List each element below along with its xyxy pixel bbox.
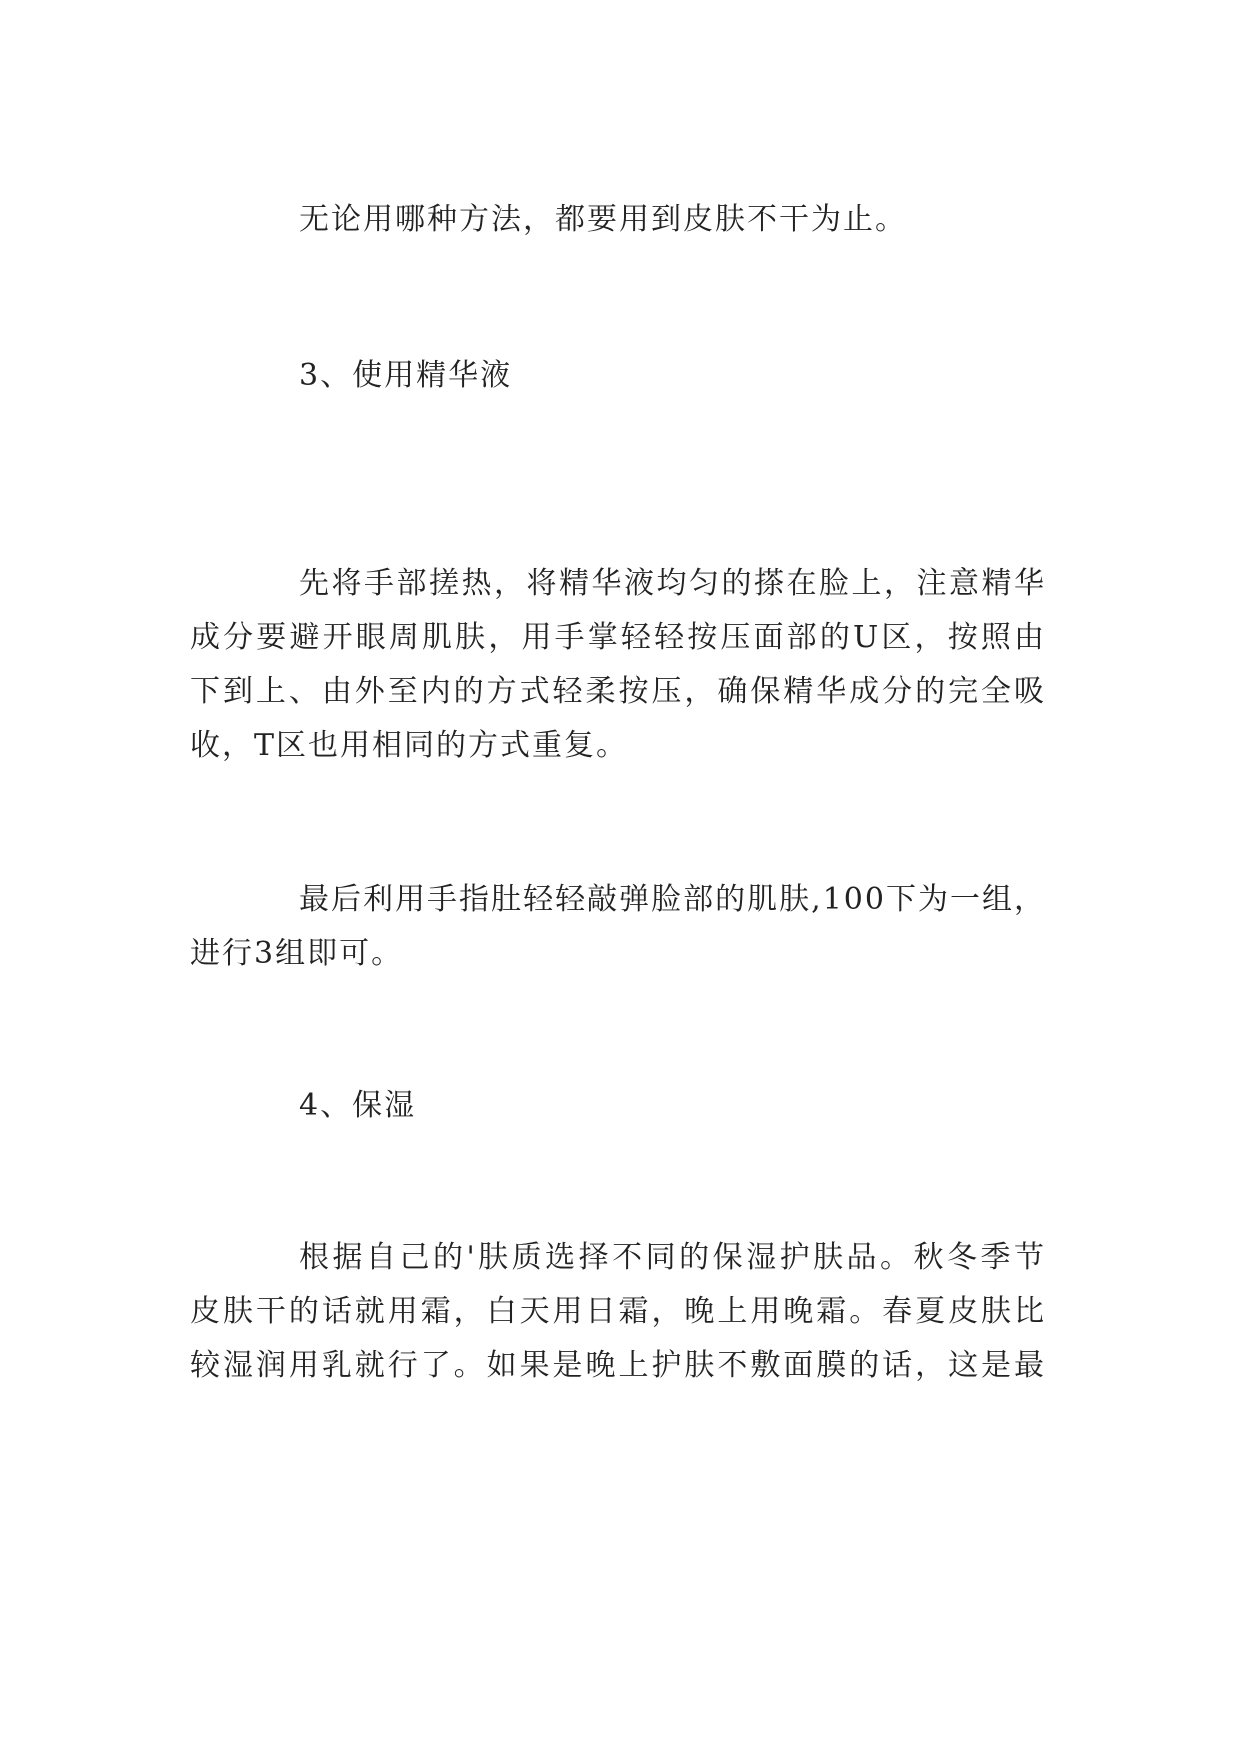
paragraph-line: 皮肤干的话就用霜，白天用日霜，晚上用晚霜。春夏皮肤比	[190, 1294, 1046, 1329]
paragraph-line: 成分要避开眼周肌肤，用手掌轻轻按压面部的U区，按照由	[190, 620, 1046, 655]
paragraph-line: 较湿润用乳就行了。如果是晚上护肤不敷面膜的话，这是最	[190, 1348, 1046, 1383]
paragraph-line: 根据自己的'肤质选择不同的保湿护肤品。秋冬季节	[299, 1240, 1046, 1275]
paragraph-line: 先将手部搓热，将精华液均匀的搽在脸上，注意精华	[299, 566, 1046, 601]
paragraph-line: 无论用哪种方法，都要用到皮肤不干为止。	[299, 202, 907, 237]
paragraph-line: 收，T区也用相同的方式重复。	[190, 728, 629, 763]
paragraph-line: 下到上、由外至内的方式轻柔按压，确保精华成分的完全吸	[190, 674, 1046, 709]
section-heading: 4、保湿	[299, 1088, 417, 1123]
paragraph-line: 进行3组即可。	[190, 936, 404, 971]
paragraph-line: 最后利用手指肚轻轻敲弹脸部的肌肤,100下为一组，	[299, 882, 1046, 917]
section-heading: 3、使用精华液	[299, 358, 513, 393]
